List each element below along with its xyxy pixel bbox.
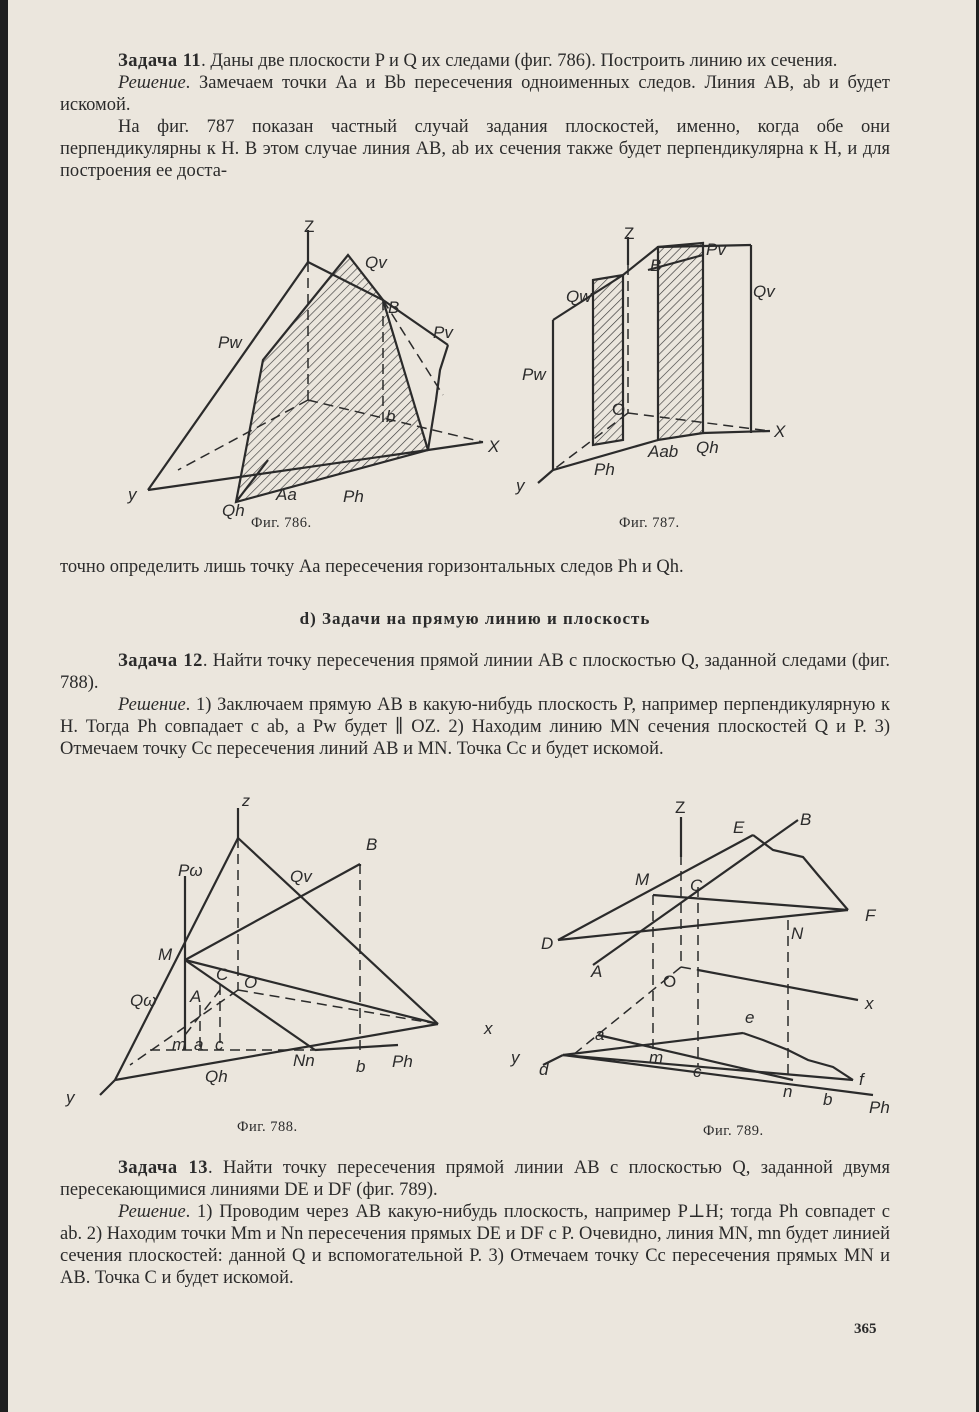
f788-label-14: b — [356, 1057, 366, 1076]
f786-label-7: y — [128, 485, 137, 504]
task11-block — [60, 50, 890, 182]
section-heading-wrap — [60, 608, 890, 630]
f786-label-3: Pv — [433, 323, 453, 342]
f789-label-9: O — [663, 972, 677, 991]
f789-label-12: e — [745, 1008, 755, 1027]
f786-label-0: Z — [304, 217, 315, 236]
f788-label-13: Nn — [293, 1051, 315, 1070]
task11-solution: . Замечаем точки Aa и Bb пересечения одноименных следов. Линия AB, ab и будет искомой. — [60, 73, 890, 115]
f787-label-1: Pv — [706, 240, 726, 259]
f788-label-1: B — [366, 835, 378, 854]
task11-label: Задача 11 — [118, 51, 202, 71]
f789-label-15: m — [649, 1048, 664, 1067]
f788-label-5: C — [216, 965, 229, 984]
f788-label-12: c — [215, 1035, 224, 1054]
task12-statement: . Найти точку пересечения прямой линии AB с плоскостью Q, заданной следами (фиг. 788). — [60, 651, 890, 693]
task13-solution: . 1) Проводим через AB какую-нибудь плоскость, например P⊥H; тогда Ph совпадет с ab. 2) Находим точки Mm и Nn пересечения прямых DE и DF с P. Очевидно, линия MN, mn будет линией сечения плоскостей: данной Q и вспомогательной P. 3) Отмечаем точку Cc пересечения прямых MN и AB. Точка C и будет искомой. — [60, 1202, 890, 1288]
f788-label-4: M — [158, 945, 173, 964]
f786-label-5: b — [386, 407, 396, 426]
task12-solution: . 1) Заключаем прямую AB в какую-нибудь плоскость P, например перпендикулярную к H. Тогда Ph совпадает с ab, а Pw будет ∥ OZ. 2) Находим линию MN сечения плоскостей Q и P. 3) Отмечаем точку Cc пересечения линий AB и MN. Точка Cc и будет искомой. — [60, 695, 890, 759]
f787-label-4: Qv — [753, 282, 775, 301]
task12-block — [60, 650, 890, 760]
f789-caption: Фиг. 789. — [703, 1123, 764, 1139]
f788-label-17: y — [66, 1088, 75, 1107]
f787-label-9: Qh — [696, 438, 719, 457]
f789-label-2: B — [800, 810, 812, 829]
task12-label: Задача 12 — [118, 651, 203, 671]
f789-label-16: c — [693, 1062, 702, 1081]
task13-label: Задача 13 — [118, 1158, 208, 1178]
task11-continuation: точно определить лишь точку Aa пересечения горизонтальных следов Ph и Qh. — [60, 557, 684, 577]
f788-label-2: Pω — [178, 861, 203, 880]
f789-label-1: E — [733, 818, 745, 837]
f789-label-13: y — [511, 1048, 520, 1067]
f788-label-8: A — [190, 987, 202, 1006]
f789-label-14: d — [539, 1060, 549, 1079]
f786-caption: Фиг. 786. — [251, 515, 312, 531]
task11-statement: . Даны две плоскости P и Q их следами (фиг. 786). Построить линию их сечения. — [201, 51, 838, 71]
f788-label-10: m — [172, 1035, 187, 1054]
f788-label-16: Qh — [205, 1067, 228, 1086]
f787-label-7: X — [774, 422, 786, 441]
f788-label-9: x — [484, 1019, 493, 1038]
f788-label-6: O — [244, 973, 258, 992]
f788-label-11: a — [194, 1035, 204, 1054]
f786-label-4: Pw — [218, 333, 242, 352]
f787-label-3: Qw — [566, 287, 592, 306]
book-page — [8, 0, 976, 1412]
f789-label-8: A — [591, 962, 603, 981]
f789-label-4: C — [690, 876, 703, 895]
f789-label-6: N — [791, 924, 804, 943]
f787-label-0: Z — [624, 224, 635, 243]
f789-label-17: f — [859, 1070, 864, 1089]
f787-label-11: y — [516, 476, 525, 495]
task13-block — [60, 1157, 890, 1289]
f786-label-9: Ph — [343, 487, 364, 506]
f789-label-19: b — [823, 1090, 833, 1109]
f788-label-15: Ph — [392, 1052, 413, 1071]
f786-label-1: Qv — [365, 253, 387, 272]
section-title: d) Задачи на прямую линию и плоскость — [299, 609, 651, 628]
f786-label-10: Qh — [222, 501, 245, 520]
f789-label-20: Ph — [869, 1098, 890, 1117]
f787-label-10: Ph — [594, 460, 615, 479]
f786-label-6: X — [488, 437, 500, 456]
f786-label-2: B — [388, 298, 400, 317]
f788-label-3: Qv — [290, 867, 312, 886]
f787-label-8: Aab — [648, 442, 679, 461]
f788-label-7: Qω — [130, 991, 157, 1010]
f786-label-8: Aa — [276, 485, 297, 504]
task11-solution-label: Решение — [118, 73, 186, 93]
figure-788 — [60, 790, 493, 1115]
figure-787 — [508, 225, 808, 500]
f787-label-2: B — [650, 256, 662, 275]
f789-label-11: a — [595, 1025, 605, 1044]
figure-786 — [118, 210, 518, 540]
f787-caption: Фиг. 787. — [619, 515, 680, 531]
f789-label-3: M — [635, 870, 650, 889]
f788-caption: Фиг. 788. — [237, 1119, 298, 1135]
task12-solution-label: Решение — [118, 695, 186, 715]
f789-label-10: x — [865, 994, 874, 1013]
f789-label-5: F — [865, 906, 876, 925]
f788-label-0: z — [242, 793, 250, 810]
f789-label-0: Z — [675, 798, 686, 817]
task13-statement: . Найти точку пересечения прямой линии AB с плоскостью Q, заданной двумя пересекающимися линиями DE и DF (фиг. 789). — [60, 1158, 890, 1200]
task11-continuation-block — [60, 556, 890, 578]
task13-solution-label: Решение — [118, 1202, 186, 1222]
task11-note: На фиг. 787 показан частный случай задания плоскостей, именно, когда обе они перпендикулярны к H. В этом случае линия AB, ab их сечения также будет перпендикулярна к H, и для построения ее доста- — [60, 117, 890, 181]
figure-789 — [503, 795, 903, 1125]
page-number: 365 — [854, 1321, 877, 1337]
f789-label-7: D — [541, 934, 554, 953]
f787-label-5: Pw — [522, 365, 546, 384]
f789-label-18: n — [783, 1082, 793, 1101]
f787-label-6: O — [612, 400, 626, 419]
